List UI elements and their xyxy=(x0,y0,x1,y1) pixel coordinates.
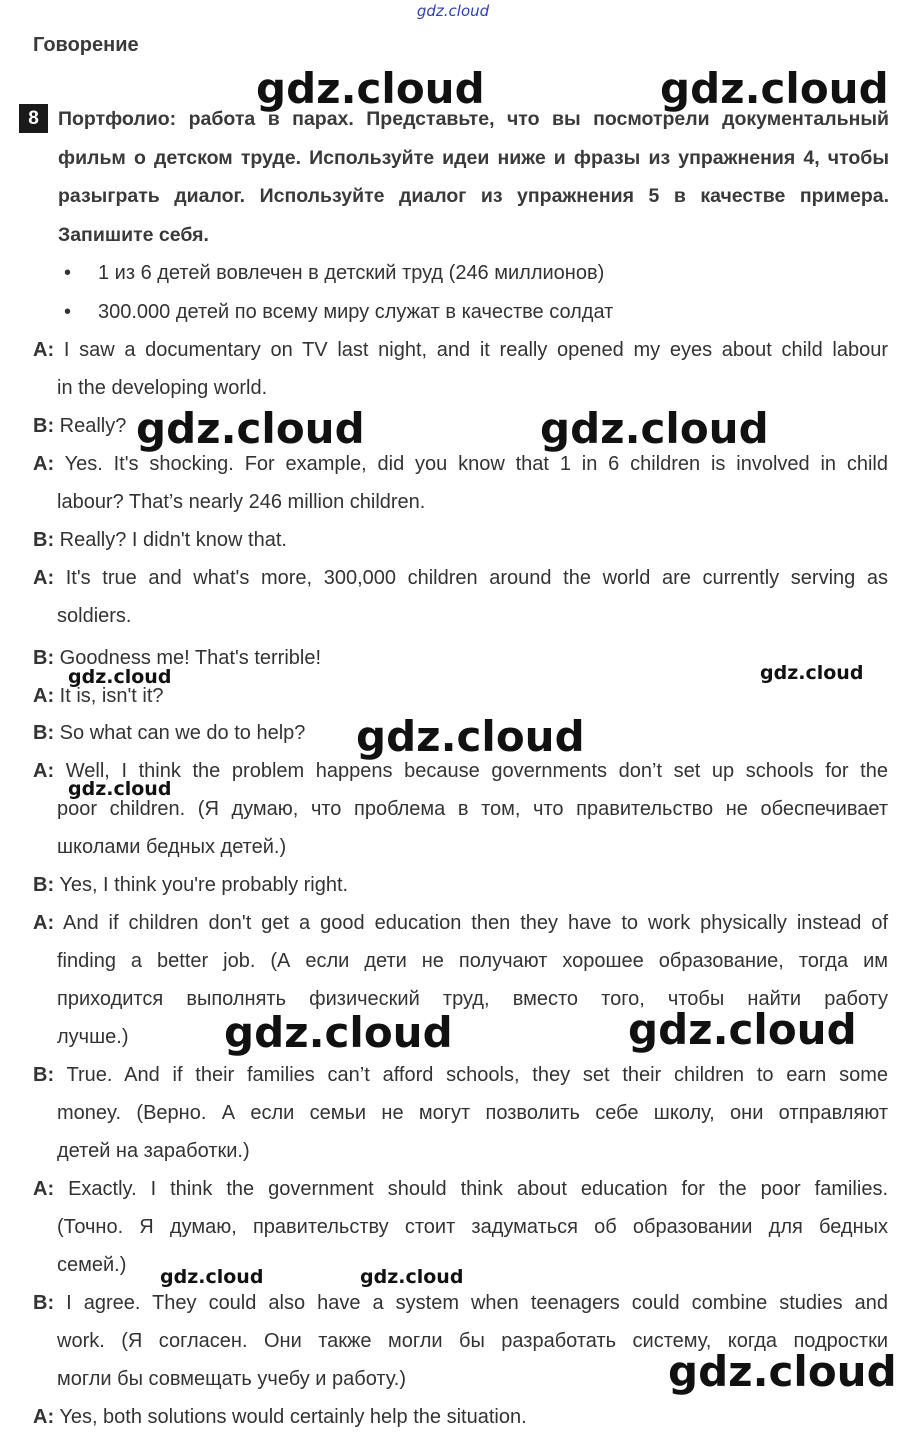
speaker-label: A: xyxy=(33,760,55,782)
dialogue-text: labour? That’s nearly 246 million children. xyxy=(57,491,426,513)
dialogue-line xyxy=(57,836,286,859)
dialogue-line xyxy=(33,1064,888,1087)
dialogue-text: детей на заработки.) xyxy=(57,1140,250,1162)
dialogue-text: in the developing world. xyxy=(57,377,268,399)
watermark: gdz.cloud xyxy=(136,404,365,453)
speaker-label: A: xyxy=(33,912,55,934)
dialogue-line xyxy=(33,685,164,708)
dialogue-text: It's true and what's more, 300,000 children around the world are currently serving as xyxy=(65,567,888,589)
speaker-label: B: xyxy=(33,529,55,551)
dialogue-text: And if children don't get a good education then they have to work physically instead of xyxy=(62,912,889,934)
dialogue-text: Exactly. I think the government should think about education for the poor families. xyxy=(68,1178,888,1200)
dialogue-line xyxy=(33,722,305,745)
watermark: gdz.cloud xyxy=(668,1347,897,1396)
dialogue-text: школами бедных детей.) xyxy=(57,836,287,858)
speaker-label: A: xyxy=(33,567,55,589)
speaker-label: B: xyxy=(33,722,55,744)
dialogue-text: poor children. (Я думаю, что проблема в том, что правительство не обеспечивает xyxy=(57,798,888,820)
bullet-item: 300.000 детей по всему миру служат в качестве солдат xyxy=(98,301,614,323)
dialogue-text: work. (Я согласен. Они также могли бы разработать систему, когда подростки xyxy=(57,1330,888,1352)
speaker-label: B: xyxy=(33,1292,55,1314)
exercise-number-badge: 8 xyxy=(19,104,48,133)
dialogue-line xyxy=(57,605,131,628)
watermark: gdz.cloud xyxy=(68,666,172,688)
dialogue-text: приходится выполнять физический труд, вместо того, чтобы найти работу xyxy=(57,988,888,1010)
dialogue-line xyxy=(33,912,888,935)
dialogue-text: Really? I didn't know that. xyxy=(59,529,287,551)
speaker-label: B: xyxy=(33,874,55,896)
bullet-item: 1 из 6 детей вовлечен в детский труд (246 миллионов) xyxy=(98,262,605,284)
dialogue-text: finding a better job. (А если дети не получают хорошее образование, тогда им xyxy=(57,950,888,972)
dialogue-text: Well, I think the problem happens because governments don’t set up schools for the xyxy=(65,760,888,782)
dialogue-text: It is, isn't it? xyxy=(59,685,164,707)
dialogue-text: Yes. It's shocking. For example, did you know that 1 in 6 children is involved in child xyxy=(64,453,888,475)
dialogue-text: Really? xyxy=(59,415,127,437)
dialogue-text: I saw a documentary on TV last night, and it really opened my eyes about child labour xyxy=(63,339,888,361)
watermark: gdz.cloud xyxy=(628,1005,857,1054)
dialogue-line xyxy=(57,491,425,514)
dialogue-line xyxy=(57,1368,406,1391)
watermark: gdz.cloud xyxy=(68,778,172,800)
dialogue-line xyxy=(33,415,126,438)
dialogue-line xyxy=(33,339,888,362)
speaker-label: A: xyxy=(33,339,55,361)
task-instructions: Портфолио: работа в парах. Представьте, что вы посмотрели документальный фильм о детском труде. Используйте идеи ниже и фразы из упражнения 4, чтобы разыграть диалог. Используйте диалог из упражнения 5 в качестве примера. Запишите себя. xyxy=(58,108,889,246)
watermark: gdz.cloud xyxy=(760,662,864,684)
dialogue-text: могли бы совмещать учебу и работу.) xyxy=(57,1368,407,1390)
dialogue-text: Yes, both solutions would certainly help the situation. xyxy=(59,1406,527,1428)
speaker-label: B: xyxy=(33,1064,55,1086)
speaker-label: A: xyxy=(33,1406,55,1428)
dialogue-line xyxy=(33,529,287,552)
dialogue-text: True. And if their families can’t afford schools, they set their children to earn some xyxy=(66,1064,888,1086)
dialogue-line xyxy=(57,1254,126,1277)
dialogue-line xyxy=(57,1140,250,1163)
watermark: gdz.cloud xyxy=(224,1008,453,1057)
dialogue-line xyxy=(57,1102,888,1125)
speaker-label: A: xyxy=(33,453,55,475)
dialogue-line xyxy=(33,1178,888,1201)
dialogue-text: Goodness me! That's terrible! xyxy=(59,647,322,669)
watermark: gdz.cloud xyxy=(356,712,585,761)
dialogue-line xyxy=(33,567,888,590)
dialogue-line xyxy=(33,453,888,476)
dialogue-text: (Точно. Я думаю, правительству стоит задуматься об образовании для бедных xyxy=(57,1216,888,1238)
watermark: gdz.cloud xyxy=(256,64,485,113)
dialogue-text: семей.) xyxy=(57,1254,127,1276)
bullet-dot: • xyxy=(64,301,72,323)
dialogue-line xyxy=(57,1026,128,1049)
dialogue-line xyxy=(33,1406,527,1429)
dialogue-line xyxy=(57,1216,888,1239)
section-heading: Говорение xyxy=(33,34,139,56)
watermark: gdz.cloud xyxy=(540,404,769,453)
dialogue-line xyxy=(33,1292,888,1315)
dialogue-text: Yes, I think you're probably right. xyxy=(59,874,349,896)
dialogue-line xyxy=(57,950,888,973)
speaker-label: A: xyxy=(33,685,55,707)
top-watermark: gdz.cloud xyxy=(416,2,490,20)
dialogue-text: soldiers. xyxy=(57,605,132,627)
speaker-label: B: xyxy=(33,415,55,437)
watermark: gdz.cloud xyxy=(360,1266,464,1288)
watermark: gdz.cloud xyxy=(160,1266,264,1288)
bullet-dot: • xyxy=(64,262,72,284)
speaker-label: A: xyxy=(33,1178,55,1200)
dialogue-text: лучше.) xyxy=(57,1026,129,1048)
dialogue-line xyxy=(57,377,267,400)
dialogue-line xyxy=(57,798,888,821)
watermark: gdz.cloud xyxy=(660,64,889,113)
dialogue-text: money. (Верно. А если семьи не могут позволить себе школу, они отправляют xyxy=(57,1102,888,1124)
dialogue-line xyxy=(33,874,348,897)
dialogue-text: So what can we do to help? xyxy=(59,722,306,744)
dialogue-text: I agree. They could also have a system when teenagers could combine studies and xyxy=(66,1292,888,1314)
speaker-label: B: xyxy=(33,647,55,669)
